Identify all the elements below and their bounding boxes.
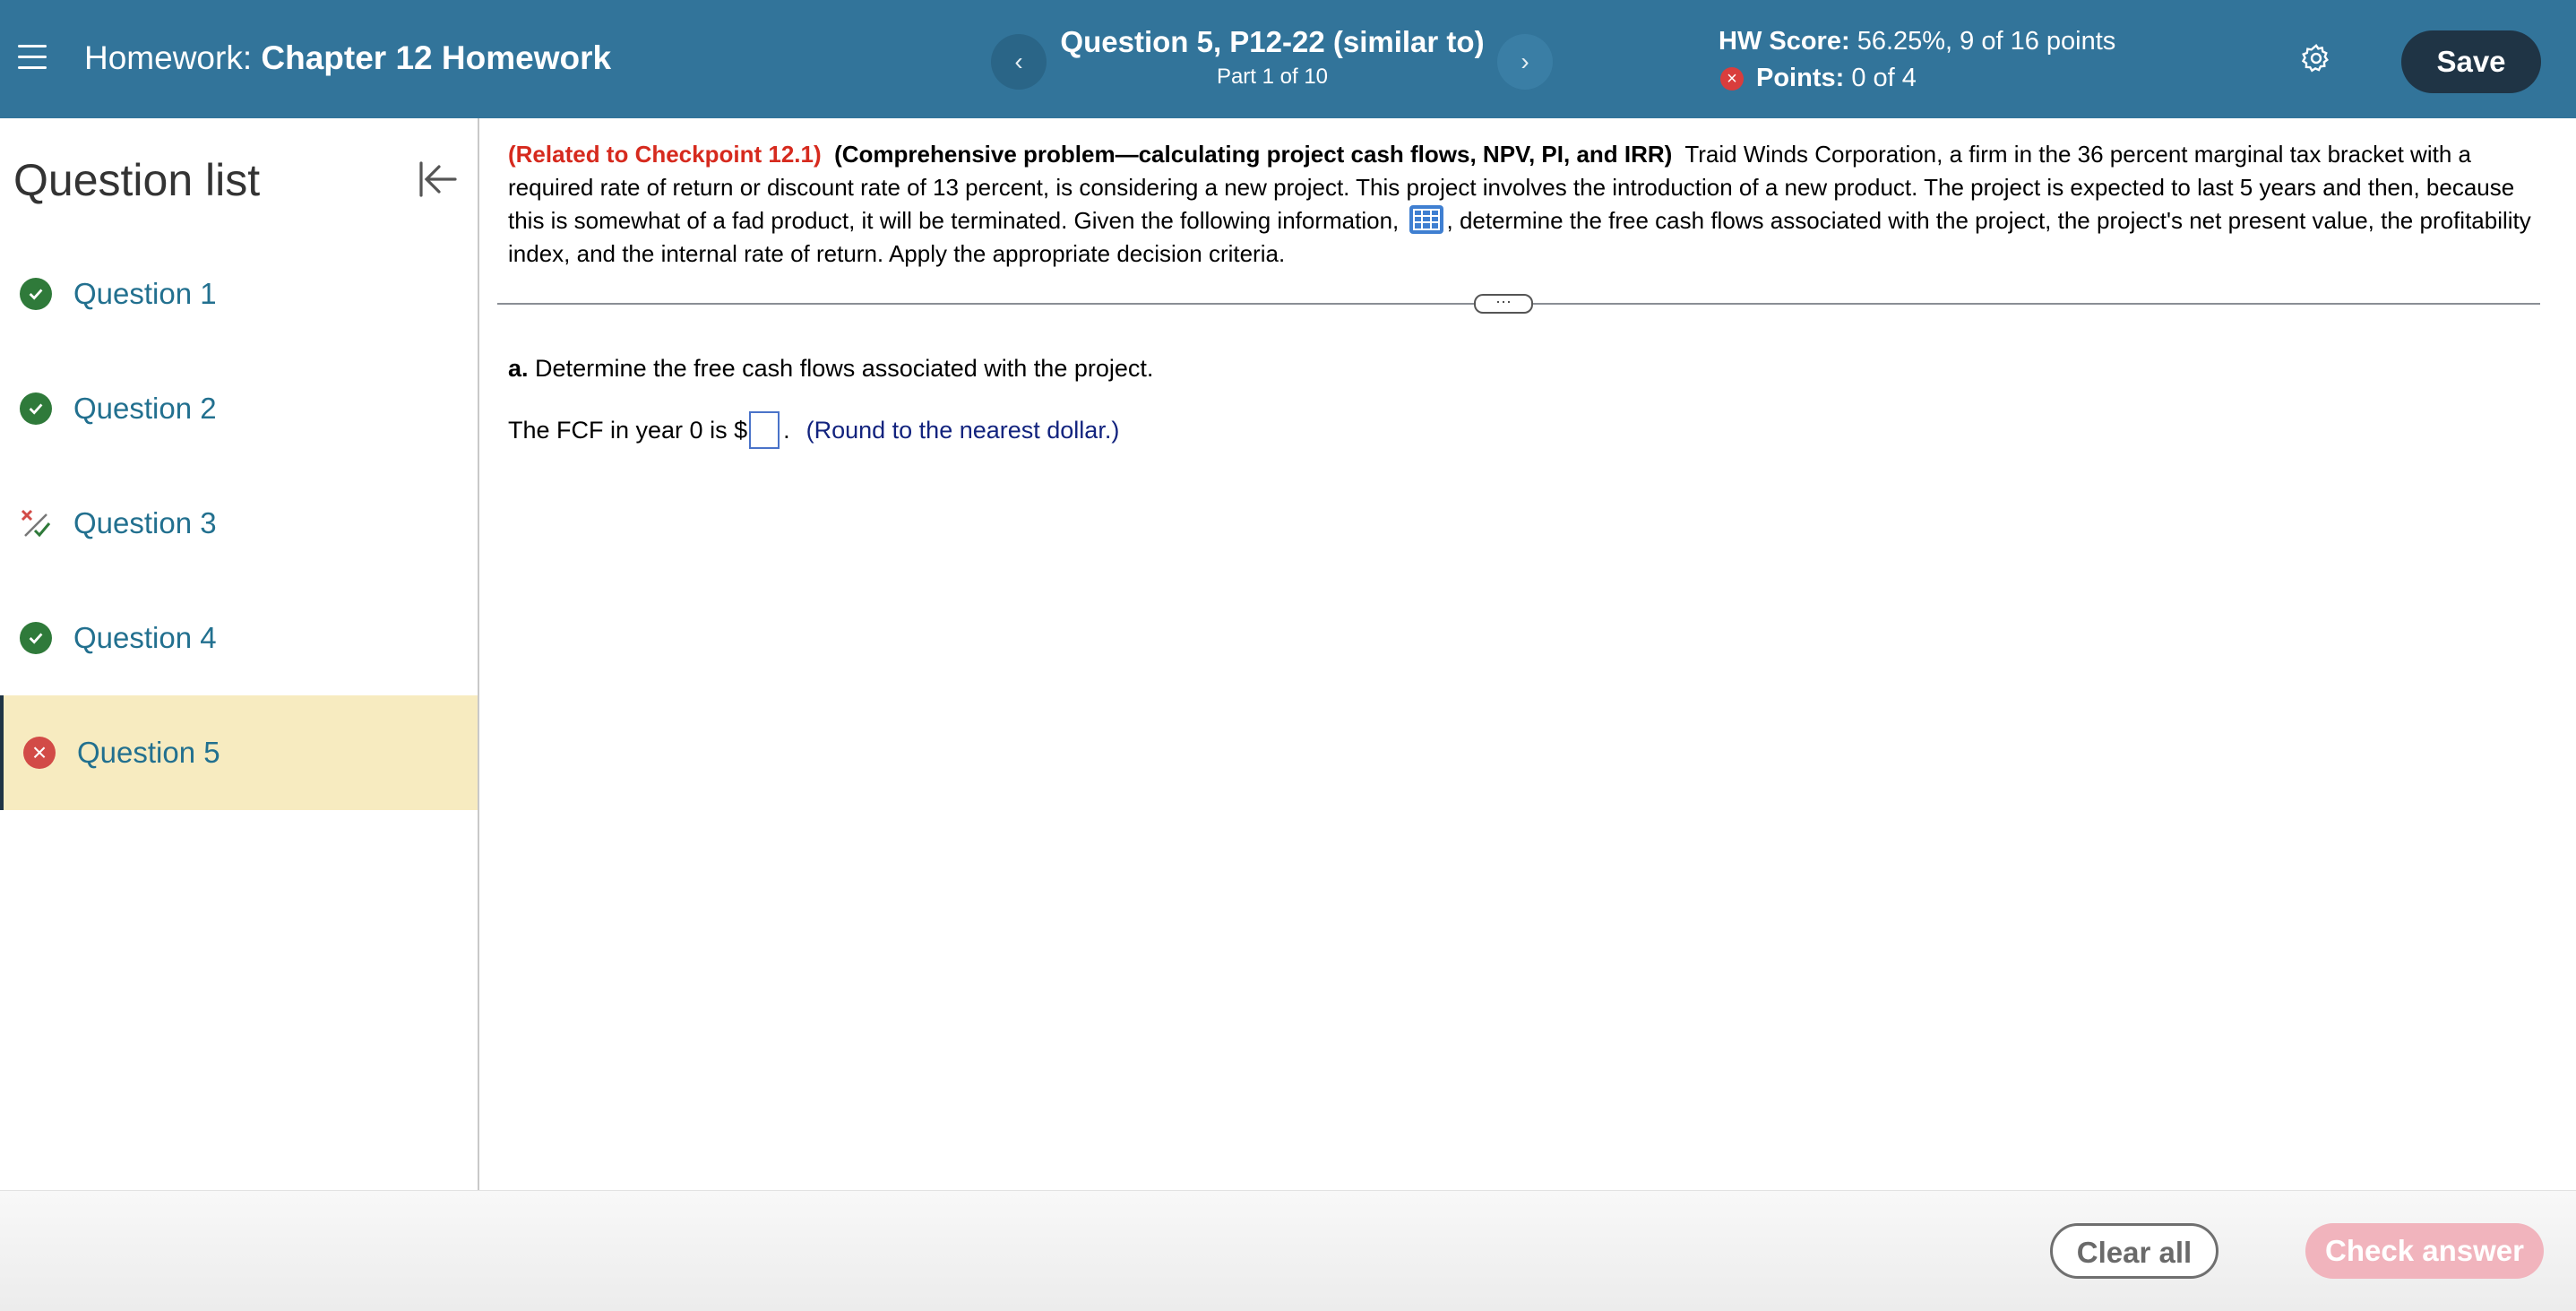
problem-text-continued: , determine the free cash flows associated with the project, the project's net present value, the profitability index, and the internal rate of return. Apply the appropriate decision criteria. <box>508 207 2531 267</box>
x-circle-icon: × <box>23 737 56 769</box>
main-content <box>479 118 2576 1190</box>
problem-statement <box>508 138 2542 269</box>
question-item-label: Question 2 <box>73 392 217 425</box>
hamburger-menu-icon[interactable] <box>18 45 47 70</box>
part-a-prompt <box>508 355 1153 383</box>
check-answer-button[interactable]: Check answer <box>2305 1223 2544 1279</box>
x-circle-icon: × <box>1720 67 1744 91</box>
homework-title <box>84 39 611 77</box>
rounding-hint: (Round to the nearest dollar.) <box>806 416 1120 444</box>
question-title: Question 5, P12-22 (similar to) <box>1060 25 1485 58</box>
question-item-4[interactable] <box>0 581 478 695</box>
hw-score-label: HW Score: <box>1719 27 1850 56</box>
question-item-label: Question 3 <box>73 506 217 539</box>
question-item-5[interactable] <box>0 695 478 810</box>
question-item-2[interactable] <box>0 351 478 466</box>
homework-prefix: Homework: <box>84 39 253 76</box>
save-button[interactable]: Save <box>2401 30 2541 93</box>
homework-name: Chapter 12 Homework <box>261 39 612 76</box>
check-circle-icon <box>20 622 52 654</box>
fcf-answer-input[interactable] <box>749 411 780 449</box>
score-panel <box>1719 27 2115 93</box>
hw-score-value: 56.25%, 9 of 16 points <box>1857 27 2116 56</box>
fcf-question <box>508 411 1119 449</box>
partial-credit-icon <box>20 507 52 539</box>
question-item-1[interactable] <box>0 237 478 351</box>
points-label: Points: <box>1756 64 1845 92</box>
check-circle-icon <box>20 278 52 310</box>
fcf-suffix: . <box>783 416 790 444</box>
question-list-sidebar <box>0 118 479 1190</box>
part-text: Determine the free cash flows associated with the project. <box>535 355 1154 382</box>
data-table-icon[interactable] <box>1409 205 1443 234</box>
previous-question-button[interactable]: ‹ <box>991 34 1047 90</box>
question-header <box>1057 25 1487 90</box>
question-item-label: Question 5 <box>77 736 220 769</box>
question-list-title: Question list <box>13 155 261 205</box>
collapse-sidebar-icon[interactable] <box>416 158 459 201</box>
question-item-label: Question 1 <box>73 277 217 310</box>
check-circle-icon <box>20 392 52 425</box>
related-checkpoint-link[interactable]: (Related to Checkpoint 12.1) <box>508 141 822 168</box>
question-item-label: Question 4 <box>73 621 217 654</box>
footer-bar <box>0 1190 2576 1311</box>
problem-heading: (Comprehensive problem—calculating project cash flows, NPV, PI, and IRR) <box>834 141 1673 168</box>
question-item-3[interactable] <box>0 466 478 581</box>
clear-all-button[interactable]: Clear all <box>2050 1223 2218 1279</box>
settings-gear-icon[interactable] <box>2300 42 2332 74</box>
problem-text: Traid Winds Corporation, a firm in the 36 percent marginal tax bracket with a required rate of return or discount rate of 13 percent, is considering a new project. This project involves the introduction of a new product. The project is expected to last 5 years and then, because this is somewhat of a fad product, it will be terminated. Given the following information, <box>508 141 2515 234</box>
fcf-prefix: The FCF in year 0 is $ <box>508 416 748 444</box>
resize-handle[interactable]: ··· <box>1474 294 1533 314</box>
points-value: 0 of 4 <box>1851 64 1917 92</box>
part-letter: a. <box>508 355 529 382</box>
next-question-button[interactable]: › <box>1497 34 1553 90</box>
top-bar <box>0 0 2576 118</box>
part-indicator: Part 1 of 10 <box>1216 65 1329 89</box>
